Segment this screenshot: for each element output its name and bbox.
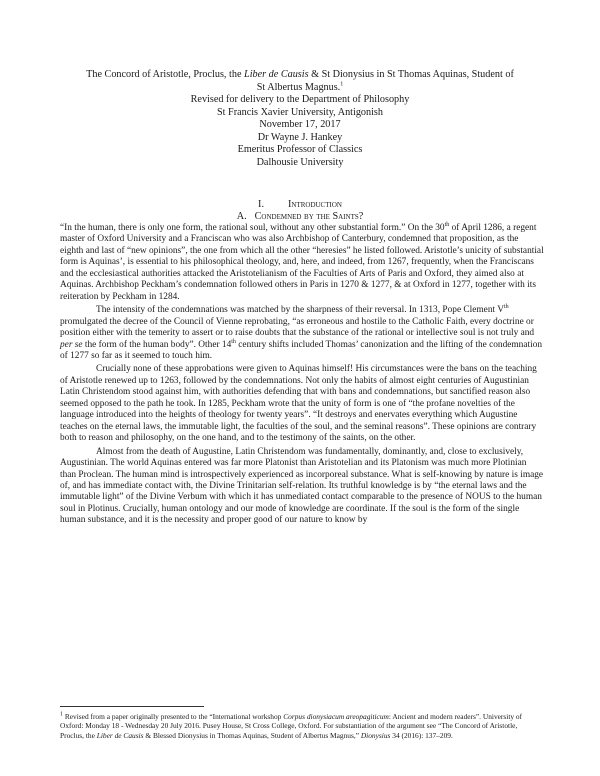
title-italic: Liber de Causis	[244, 69, 309, 80]
venue: St Francis Xavier University, Antigonish	[216, 106, 383, 118]
revision-note: Revised for delivery to the Department of Philosophy	[190, 94, 410, 105]
section-number: I.	[258, 199, 264, 210]
paragraph-4: Almost from the death of Augustine, Latin Christendom was fundamentally, dominantly, and, close to exclusively, Augustinian. The world Aquinas entered was far more Platonist than Aristotelian and its Platonism was much more Plotinian than Proclean. The human mind is introspectively experienced as incorporeal substance. What is self-knowing by nature is image of, and has immediate contact with, the Divine Trinitarian self-relation. Its truthful knowledge is by “the eternal laws and the immutable light” of the Divine Verbum with which it has unmediated contact comparable to the presence of NOUS to the human soul in Plotinus. Crucially, human ontology and our mode of knowledge are coordinate. If the soul is the form of the single human substance, and it is the necessity and proper good of our nature to know by	[60, 446, 544, 526]
paragraph-1: “In the human, there is only one form, the rational soul, without any other substantial form.” On the 30th of April 1286, a regent master of Oxford University and a Franciscan who was also Archbishop of Canterbury, condemned that proposition, as the eighth and last of “new opinions”, the one from which all the other “heresies” he listed followed. Aristotle’s unicity of substantial form is Aquinas’, is essential to his philosophical theology, and, here, and indeed, from 1267, frequently, when the Franciscans and the ecclesiastical authorities attacked the Aristotelianism of the Faculties of Arts of Paris and Oxford, they aimed also at Aquinas. Archbishop Peckham’s condemnation followed others in Paris in 1270 & 1277, & at Oxford in 1277, together with its reiteration by Peckham in 1284.	[60, 221, 544, 302]
author-title: Emeritus Professor of Classics	[237, 144, 363, 155]
section-heading	[60, 199, 540, 212]
section-title: Introduction	[288, 199, 342, 210]
paragraph-3: Crucially none of these approbations were given to Aquinas himself! His circumstances were the bans on the teaching of Aristotle renewed up to 1263, followed by the condemnations. Not only the habits of almost eight centuries of Augustinian Latin Christendom stood against him, with authorities defending that with bans and condemnations, but sanctified reason also seemed opposed to the path he took. In 1285, Peckham wrote that the unity of form is one of “the profane novelties of the language introduced into the heights of theology for twenty years”. “It destroys and enervates everything which Augustine teaches on the eternal laws, the immutable light, the faculties of the soul, and the seminal reasons”. These opinions are contrary both to reason and philosophy, on the one hand, and to the testimony of the saints, on the other.	[60, 364, 537, 444]
author-name: Dr Wayne J. Hankey	[257, 131, 343, 143]
paragraph-2: The intensity of the condemnations was matched by the sharpness of their reversal. In 1313, Pope Clement Vth promulgated the decree of the Council of Vienne reprobating, “as erroneous and hostile to the Catholic Faith, every doctrine or position either with the temerity to assert or to raise doubts that the substance of the rational or intellective soul is not truly and per se the form of the human body”. Other 14th century shifts included Thomas’ canonization and the lifting of the condemnation of 1277 so far as it seemed to touch him.	[60, 304, 543, 361]
title-block	[60, 69, 540, 169]
author-affiliation: Dalhousie University	[256, 156, 344, 168]
footnote-1: $^1$ Revised from a paper originally presented to the “International workshop Corpus dionysiacum areopagiticum: Ancient and modern readers”. University of Oxford: Monday 18 - Wednesday 20 July 2016. Pusey House, St Cross College, Oxford. For substantiation of the argument see “The Concord of Aristotle, Proclus, the Liber de Causis & Blessed Dionysius in Thomas Aquinas, Student of Albertus Magnus,” Dionysius 34 (2016): 137–209.	[60, 711, 523, 740]
date: November 17, 2017	[259, 119, 341, 130]
title-line-2: St Albertus Magnus.$^1$	[256, 81, 344, 93]
subsection-letter: A.	[236, 211, 247, 222]
subsection-title: Condemned by the Saints?	[254, 211, 364, 222]
subsection-heading	[60, 211, 540, 224]
footnote-ref-1[interactable]: 1	[340, 81, 344, 88]
footnote-marker: 1	[60, 711, 63, 718]
title-line-1: The Concord of Aristotle, Proclus, the Liber de Causis & St Dionysius in St Thomas Aquinas, Student of	[86, 69, 514, 80]
body-text	[60, 223, 544, 527]
footnote-divider	[60, 706, 204, 707]
